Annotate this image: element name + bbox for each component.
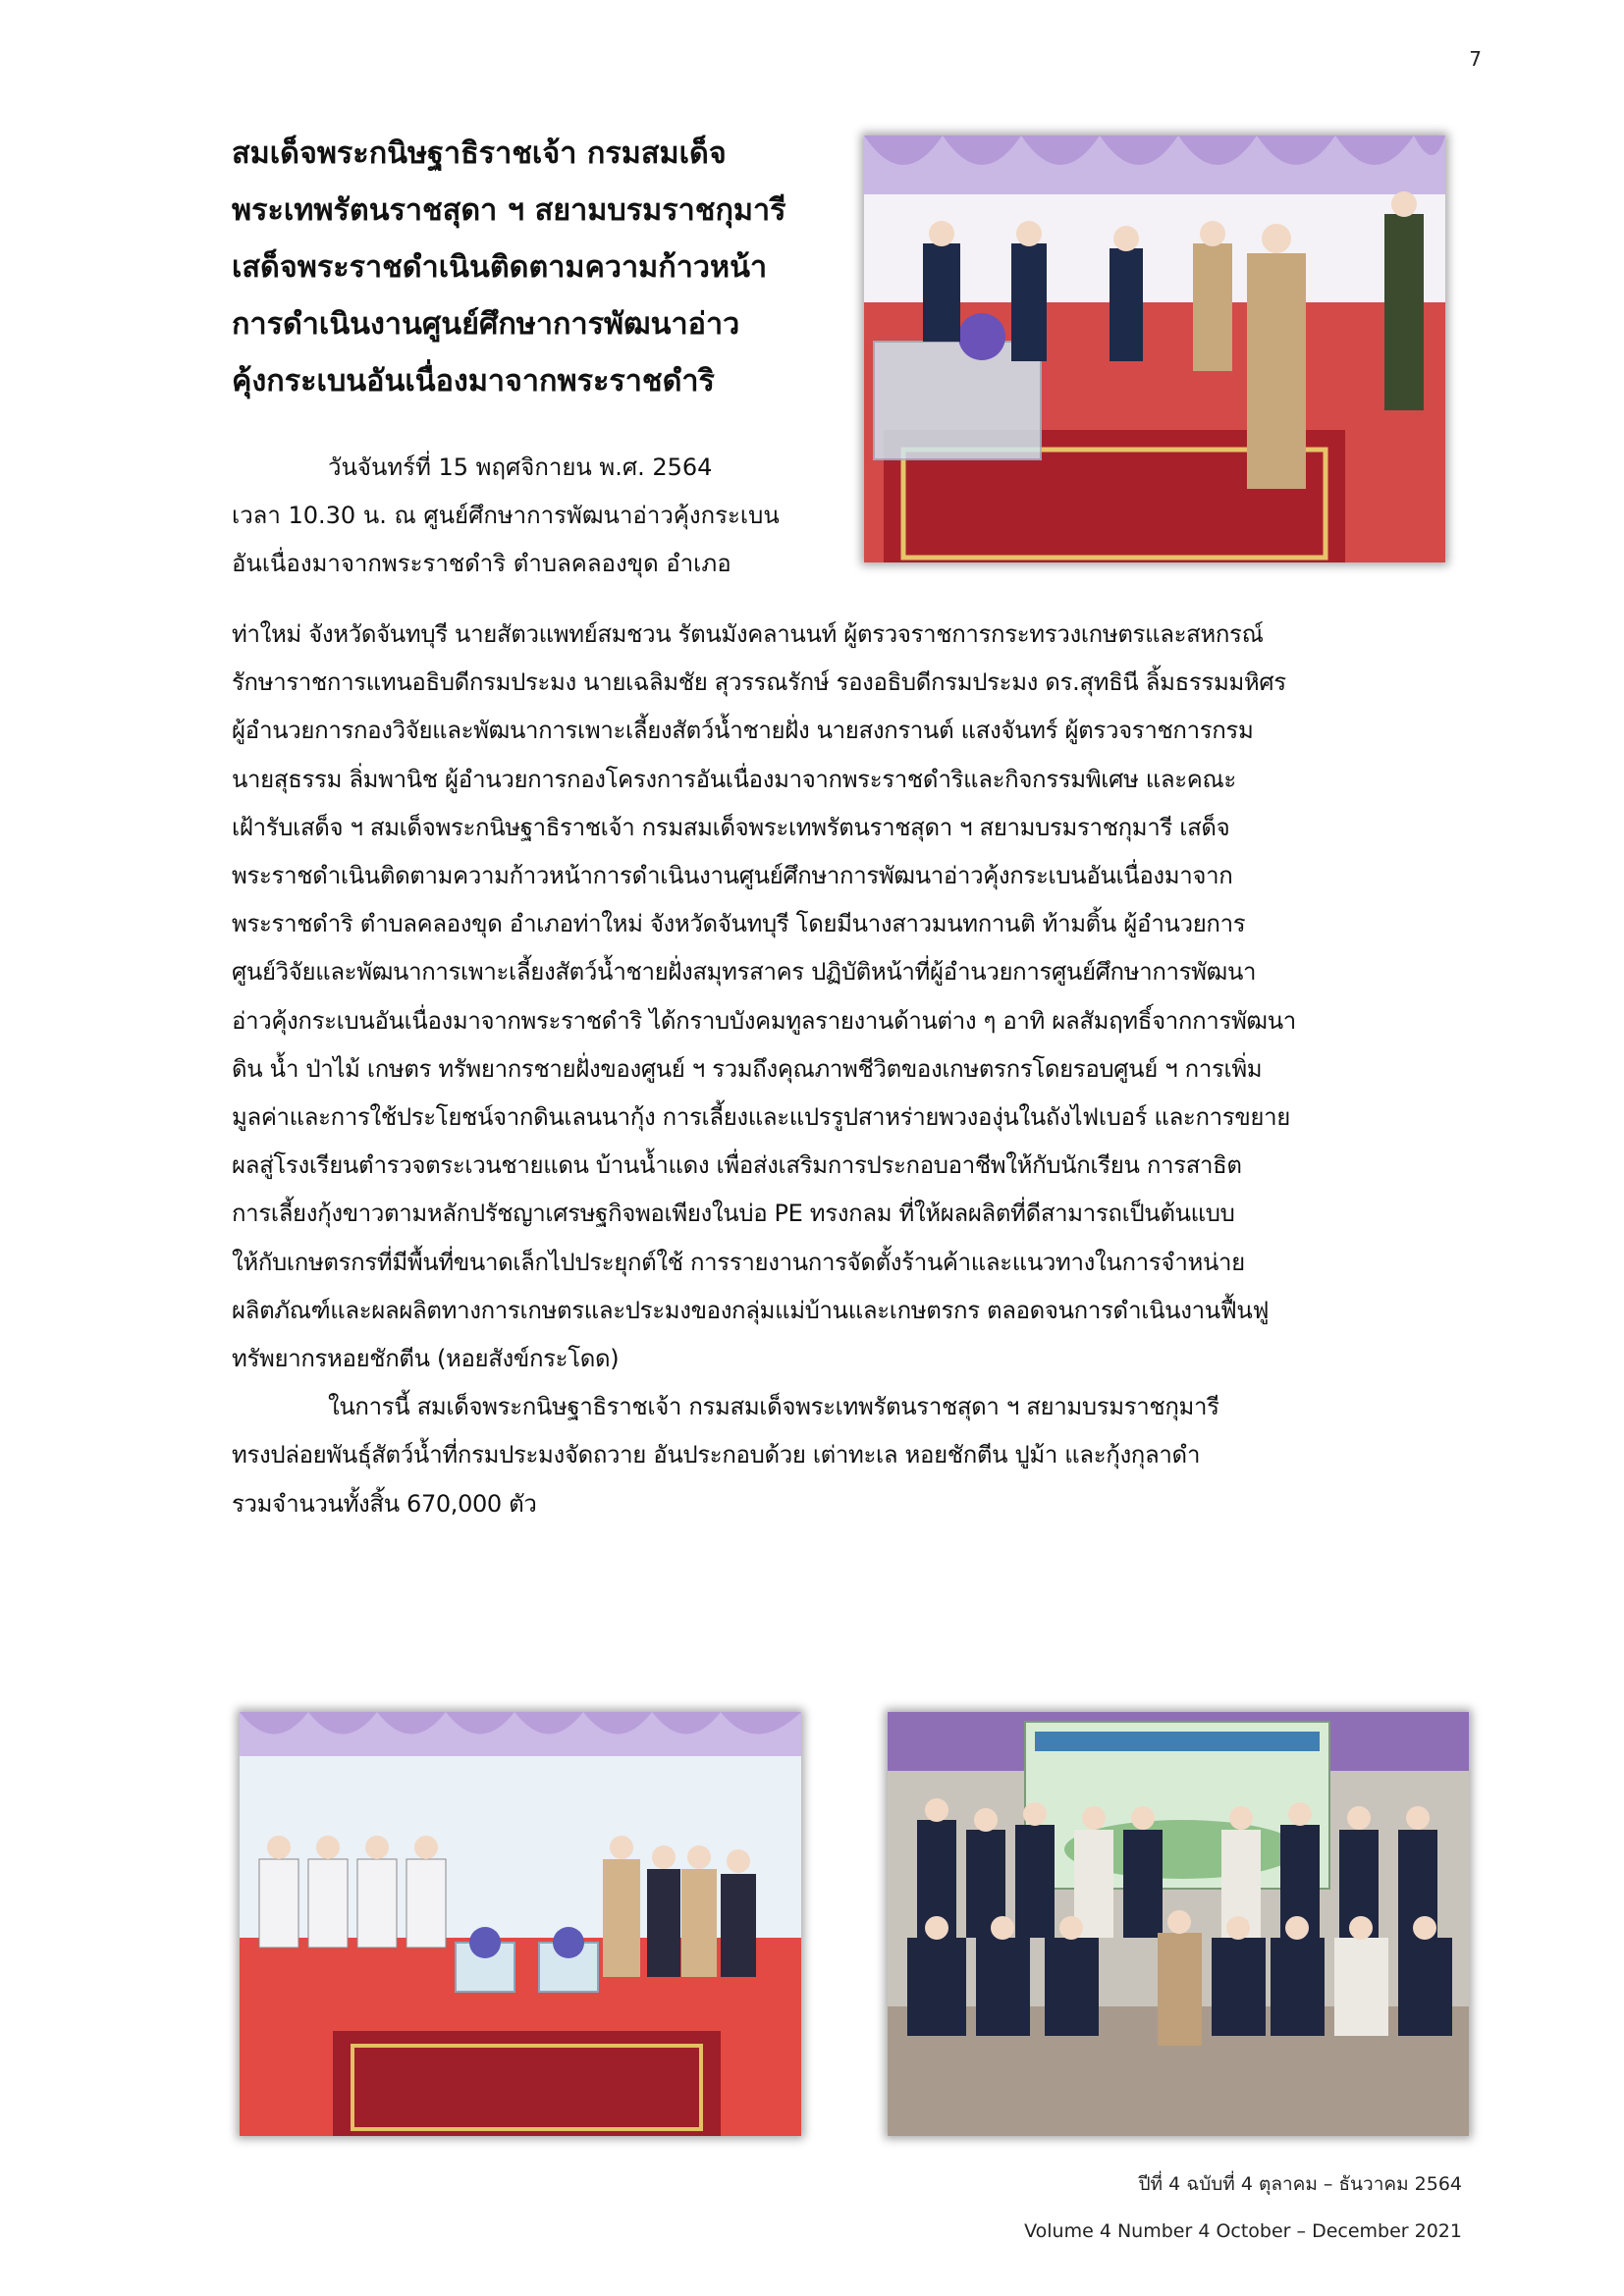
- title-line: พระเทพรัตนราชสุดา ฯ สยามบรมราชกุมารี: [232, 193, 786, 228]
- body-line: ผลสู่โรงเรียนตำรวจตระเวนชายแดน บ้านน้ำแดง เพื่อส่งเสริมการประกอบอาชีพให้กับนักเรียน การสาธิต: [232, 1151, 1242, 1180]
- intro-line: อันเนื่องมาจากพระราชดำริ ตำบลคลองขุด อำเภอ: [232, 550, 731, 577]
- body-line: นายสุธรรม ลิ่มพานิช ผู้อำนวยการกองโครงการอันเนื่องมาจากพระราชดำริและกิจกรรมพิเศษ และคณะ: [232, 765, 1236, 793]
- intro-paragraph: [232, 444, 817, 588]
- footer-thai: ปีที่ 4 ฉบับที่ 4 ตุลาคม – ธันวาคม 2564: [1138, 2173, 1462, 2195]
- photo-release-ceremony-top: [864, 135, 1445, 562]
- body-line: ดิน น้ำ ป่าไม้ เกษตร ทรัพยากรชายฝั่งของศูนย์ ฯ รวมถึงคุณภาพชีวิตของเกษตรกรโดยรอบศูนย์ ฯ การเพิ่ม: [232, 1054, 1263, 1083]
- body-line: ศูนย์วิจัยและพัฒนาการเพาะเลี้ยงสัตว์น้ำชายฝั่งสมุทรสาคร ปฏิบัติหน้าที่ผู้อำนวยการศูนย์ศึกษาการพัฒนา: [232, 958, 1257, 987]
- footer-english: Volume 4 Number 4 October – December 2021: [1024, 2220, 1462, 2242]
- title-line: คุ้งกระเบนอันเนื่องมาจากพระราชดำริ: [232, 364, 715, 399]
- photo-group-indoor-banner: [888, 1712, 1469, 2136]
- photo-group-release-tanks: [240, 1712, 801, 2136]
- body-line: ผู้อำนวยการกองวิจัยและพัฒนาการเพาะเลี้ยงสัตว์น้ำชายฝั่ง นายสงกรานต์ แสงจันทร์ ผู้ตรวจราชการกรม: [232, 717, 1254, 745]
- body-line: พระราชดำเนินติดตามความก้าวหน้าการดำเนินงานศูนย์ศึกษาการพัฒนาอ่าวคุ้งกระเบนอันเนื่องมาจาก: [232, 862, 1233, 890]
- body-line: เฝ้ารับเสด็จ ฯ สมเด็จพระกนิษฐาธิราชเจ้า กรมสมเด็จพระเทพรัตนราชสุดา ฯ สยามบรมราชกุมารี เสด็จ: [232, 813, 1230, 841]
- body-line: ในการนี้ สมเด็จพระกนิษฐาธิราชเจ้า กรมสมเด็จพระเทพรัตนราชสุดา ฯ สยามบรมราชกุมารี: [328, 1393, 1219, 1421]
- body-line: รักษาราชการแทนอธิบดีกรมประมง นายเฉลิมชัย สุวรรณรักษ์ รองอธิบดีกรมประมง ดร.สุทธินี ลิ้มธรรมมหิศร: [232, 668, 1286, 697]
- body-line: ท่าใหม่ จังหวัดจันทบุรี นายสัตวแพทย์สมชวน รัตนมังคลานนท์ ผู้ตรวจราชการกระทรวงเกษตรและสหกรณ์: [232, 620, 1264, 648]
- intro-line: วันจันทร์ที่ 15 พฤศจิกายน พ.ศ. 2564: [328, 454, 713, 481]
- title-line: การดำเนินงานศูนย์ศึกษาการพัฒนาอ่าว: [232, 307, 740, 342]
- body-line: ให้กับเกษตรกรที่มีพื้นที่ขนาดเล็กไปประยุกต์ใช้ การรายงานการจัดตั้งร้านค้าและแนวทางในการจำหน่าย: [232, 1248, 1245, 1276]
- body-line: ทรัพยากรหอยชักตีน (หอยสังข์กระโดด): [232, 1345, 620, 1373]
- title-line: สมเด็จพระกนิษฐาธิราชเจ้า กรมสมเด็จ: [232, 136, 727, 171]
- body-line: พระราชดำริ ตำบลคลองขุด อำเภอท่าใหม่ จังหวัดจันทบุรี โดยมีนางสาวมนทกานติ ท้ามติ้น ผู้อำนวยการ: [232, 910, 1246, 938]
- article-title: [232, 126, 840, 410]
- body-line: รวมจำนวนทั้งสิ้น 670,000 ตัว: [232, 1489, 537, 1518]
- body-line: ผลิตภัณฑ์และผลผลิตทางการเกษตรและประมงของกลุ่มแม่บ้านและเกษตรกร ตลอดจนการดำเนินงานฟื้นฟู: [232, 1296, 1270, 1324]
- page-number: 7: [1469, 47, 1482, 71]
- body-line: อ่าวคุ้งกระเบนอันเนื่องมาจากพระราชดำริ ได้กราบบังคมทูลรายงานด้านต่าง ๆ อาทิ ผลสัมฤทธิ์จากการพัฒนา: [232, 1006, 1296, 1035]
- title-line: เสด็จพระราชดำเนินติดตามความก้าวหน้า: [232, 250, 768, 285]
- body-line: การเลี้ยงกุ้งขาวตามหลักปรัชญาเศรษฐกิจพอเพียงในบ่อ PE ทรงกลม ที่ให้ผลผลิตที่ดีสามารถเป็นต้นแบบ: [232, 1200, 1235, 1228]
- body-line: ทรงปล่อยพันธุ์สัตว์น้ำที่กรมประมงจัดถวาย อันประกอบด้วย เต่าทะเล หอยชักตีน ปูม้า และกุ้งกุลาดำ: [232, 1441, 1201, 1469]
- intro-line: เวลา 10.30 น. ณ ศูนย์ศึกษาการพัฒนาอ่าวคุ้งกระเบน: [232, 502, 780, 529]
- body-line: มูลค่าและการใช้ประโยชน์จากดินเลนนากุ้ง การเลี้ยงและแปรรูปสาหร่ายพวงองุ่นในถังไฟเบอร์ และการขยาย: [232, 1103, 1290, 1132]
- body-paragraph: [232, 611, 1489, 1528]
